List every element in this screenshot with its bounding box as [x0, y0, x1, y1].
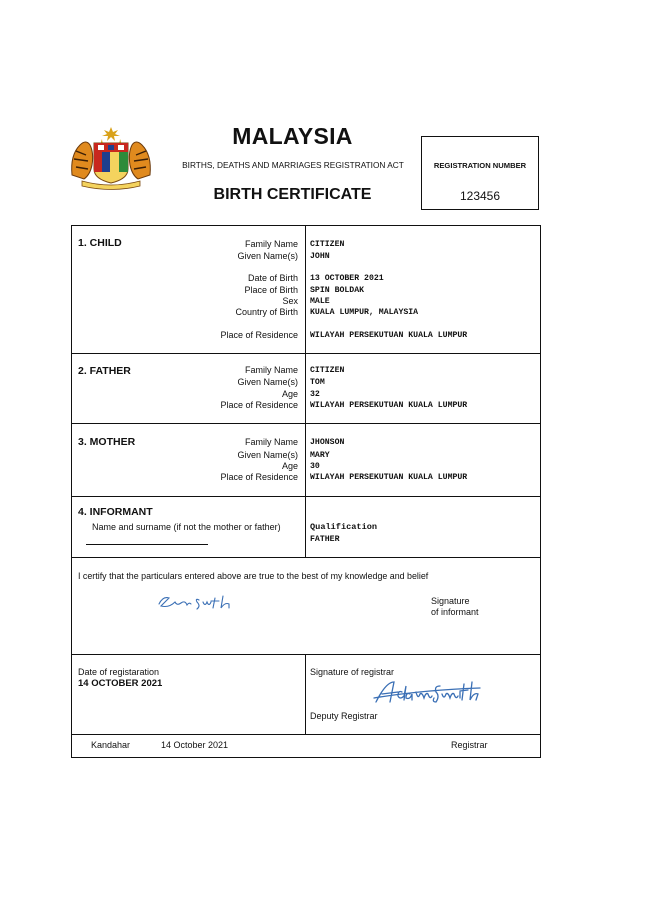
country-title: MALAYSIA [232, 123, 353, 149]
father-age: 32 [310, 390, 320, 399]
father-family-name-label: Family Name [244, 365, 298, 375]
registration-number-value: 123456 [459, 189, 501, 203]
divider [72, 557, 540, 558]
child-cob: KUALA LUMPUR, MALAYSIA [310, 308, 419, 317]
registrar-signature-label: Signature of registrar [310, 667, 395, 677]
father-heading: 2. FATHER [78, 365, 131, 377]
child-residence-label: Place of Residence [220, 330, 298, 340]
divider [72, 353, 540, 354]
divider [72, 654, 540, 655]
deputy-registrar-label: Deputy Registrar [310, 711, 378, 721]
registration-date-label: Date of registaration [78, 667, 160, 677]
child-sex: MALE [310, 297, 330, 306]
registration-date: 14 OCTOBER 2021 [78, 678, 163, 689]
child-pob-label: Place of Birth [244, 285, 298, 295]
father-residence: WILAYAH PERSEKUTUAN KUALA LUMPUR [310, 401, 468, 410]
child-sex-label: Sex [282, 296, 298, 306]
informant-signature-label-2: of informant [431, 607, 479, 617]
child-dob: 13 OCTOBER 2021 [310, 274, 384, 283]
child-residence: WILAYAH PERSEKUTUAN KUALA LUMPUR [310, 331, 468, 340]
child-family-name: CITIZEN [310, 240, 345, 249]
informant-name-label: Name and surname (if not the mother or father) [92, 522, 281, 532]
certification-statement: I certify that the particulars entered above are true to the best of my knowledge and belief [78, 571, 429, 581]
divider [72, 423, 540, 424]
mother-given-names: MARY [310, 451, 330, 460]
father-residence-label: Place of Residence [220, 400, 298, 410]
informant-qualification-label: Qualification [310, 522, 378, 532]
mother-family-name: JHONSON [310, 438, 345, 447]
informant-signature [155, 590, 235, 614]
document-title: BIRTH CERTIFICATE [213, 186, 372, 203]
footer-date: 14 October 2021 [161, 740, 229, 750]
father-given-names-label: Given Name(s) [237, 377, 298, 387]
father-given-names: TOM [310, 378, 325, 387]
mother-residence-label: Place of Residence [220, 472, 298, 482]
informant-qualification: FATHER [310, 535, 340, 544]
column-divider [305, 226, 306, 557]
mother-given-names-label: Given Name(s) [237, 450, 298, 460]
footer-place: Kandahar [91, 740, 131, 750]
child-cob-label: Country of Birth [235, 307, 298, 317]
informant-heading: 4. INFORMANT [78, 506, 153, 518]
child-given-names-label: Given Name(s) [237, 251, 298, 261]
divider [72, 734, 540, 735]
footer-registrar-label: Registrar [451, 740, 488, 750]
father-age-label: Age [281, 389, 298, 399]
child-dob-label: Date of Birth [247, 273, 298, 283]
act-subtitle: BIRTHS, DEATHS AND MARRIAGES REGISTRATION ACT [182, 160, 404, 170]
registration-number-label: REGISTRATION NUMBER [433, 161, 527, 170]
mother-age: 30 [310, 462, 320, 471]
registration-number-box [421, 136, 539, 210]
father-family-name: CITIZEN [310, 366, 345, 375]
coat-of-arms-icon [68, 125, 154, 191]
mother-family-name-label: Family Name [244, 437, 298, 447]
mother-residence: WILAYAH PERSEKUTUAN KUALA LUMPUR [310, 473, 468, 482]
registrar-signature [372, 678, 482, 708]
mother-age-label: Age [281, 461, 298, 471]
child-pob: SPIN BOLDAK [310, 286, 365, 295]
mother-heading: 3. MOTHER [78, 436, 136, 448]
child-family-name-label: Family Name [244, 239, 298, 249]
divider [72, 496, 540, 497]
column-divider [305, 654, 306, 734]
informant-signature-label-1: Signature [431, 596, 470, 606]
child-given-names: JOHN [310, 252, 330, 261]
child-heading: 1. CHILD [78, 237, 122, 249]
informant-name-line [86, 544, 208, 545]
